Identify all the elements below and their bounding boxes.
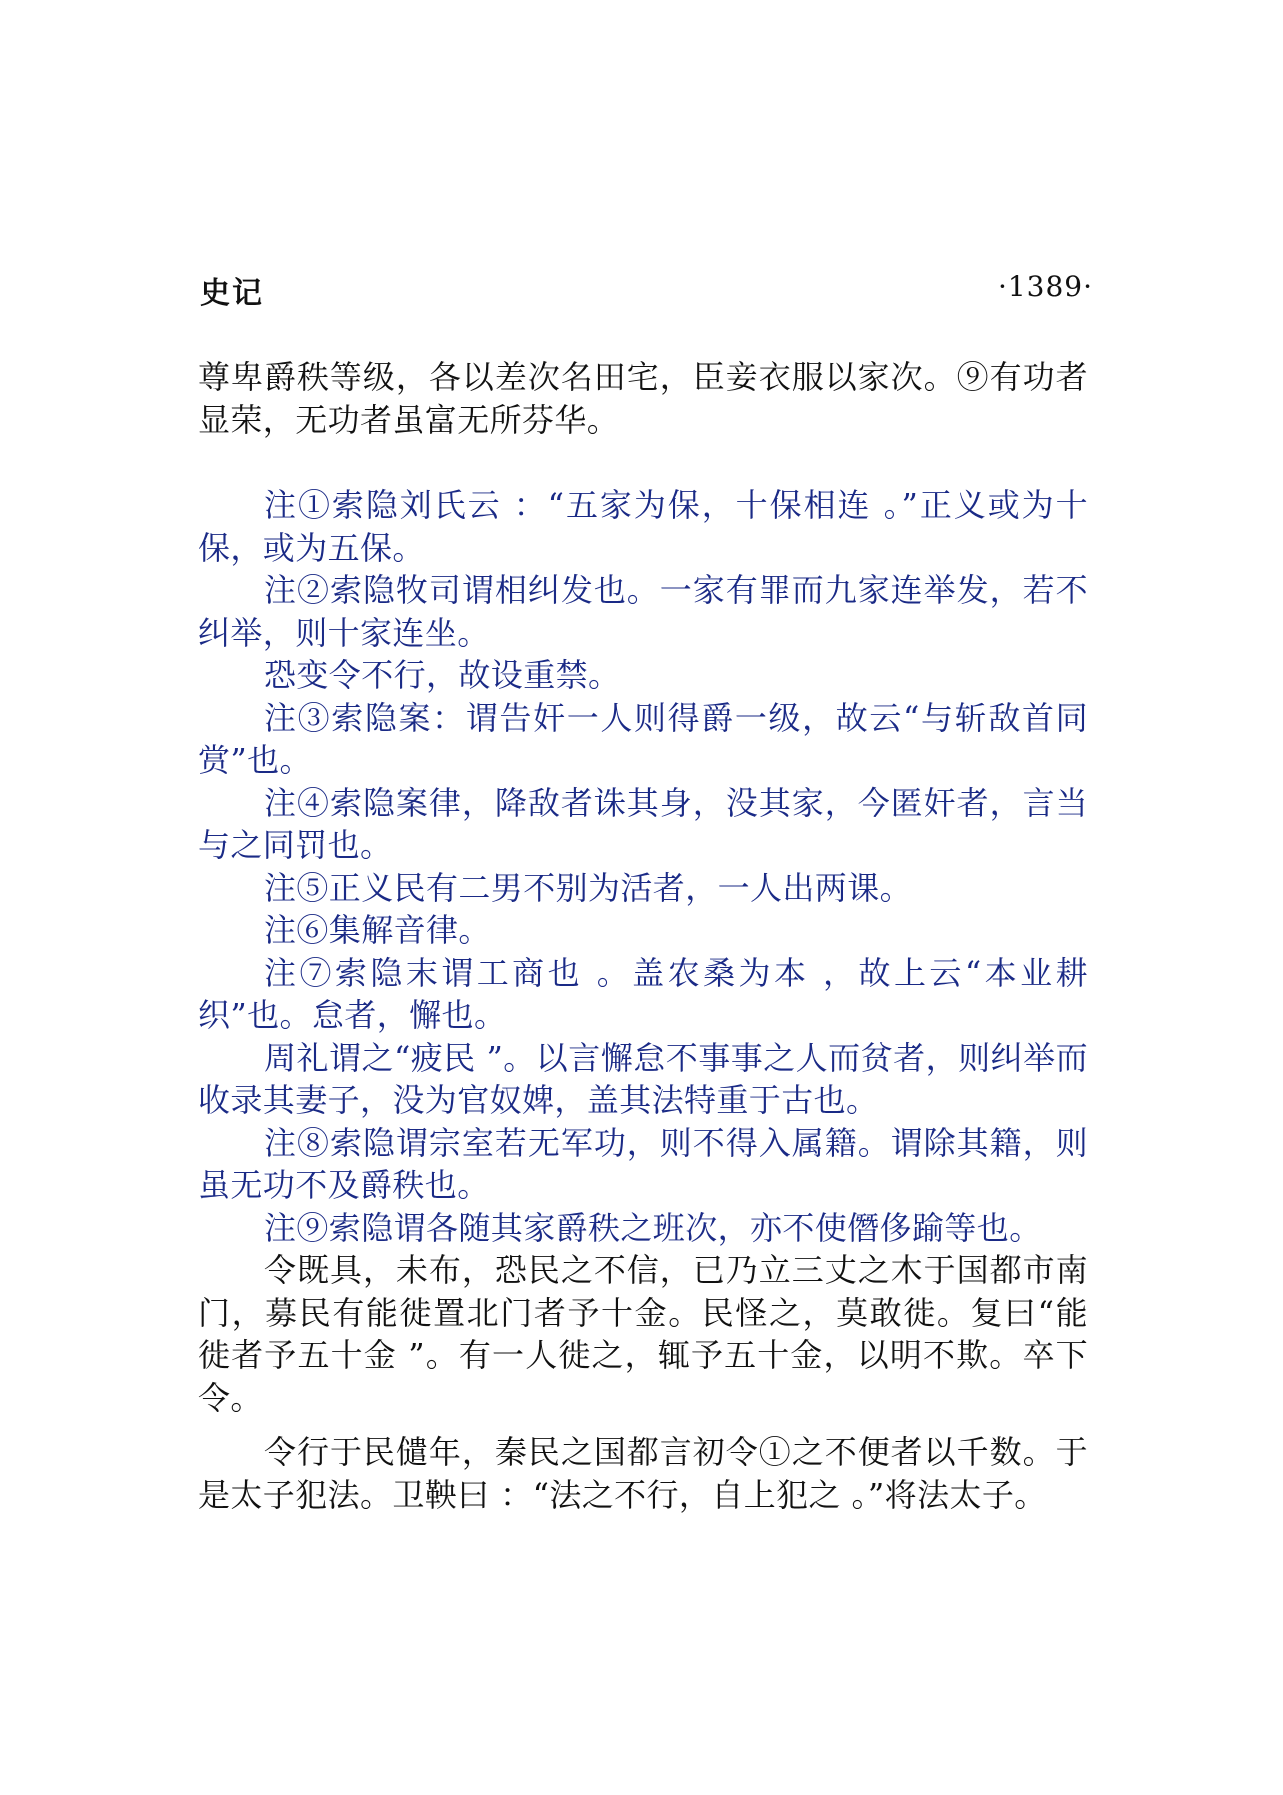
- annotation-note-8: 注⑧索隐谓宗室若无军功，则不得入属籍。谓除其籍，则虽无功不及爵秩也。: [198, 1123, 1088, 1204]
- annotation-note-9: 注⑨索隐谓各随其家爵秩之班次，亦不使僭侈踰等也。: [264, 1208, 1042, 1247]
- annotation-note-1: 注①索隐刘氏云 ：“五家为保，十保相连 。”正义或为十保，或为五保。: [198, 486, 1088, 567]
- running-head-title: 史记: [200, 276, 264, 311]
- annotation-note-7: 注⑦索隐末谓工商也 。盖农桑为本 ，故上云“本业耕织”也。怠者，懈也。: [198, 953, 1088, 1034]
- annotation-note-4: 注④索隐案律，降敌者诛其身，没其家，今匿奸者，言当与之同罚也。: [198, 783, 1088, 864]
- main-text-paragraph: 尊卑爵秩等级，各以差次名田宅，臣妾衣服以家次。⑨有功者显荣，无功者虽富无所芬华。: [198, 358, 1088, 439]
- annotation-note-7-continued: 周礼谓之“疲民 ”。以言懈怠不事事之人而贫者，则纠举而收录其妻子，没为官奴婢，盖其法特重于古也。: [198, 1038, 1088, 1119]
- annotation-note-3: 注③索隐案：谓告奸一人则得爵一级，故云“与斩敌首同赏”也。: [198, 698, 1088, 779]
- main-text-paragraph: 令行于民儙年，秦民之国都言初令①之不便者以千数。于是太子犯法。卫鞅曰 ：“法之不行，自上犯之 。”将法太子。: [198, 1433, 1088, 1514]
- annotation-note-2: 注②索隐牧司谓相纠发也。一家有罪而九家连举发，若不纠举，则十家连坐。: [198, 571, 1088, 652]
- page-number: ·1389·: [997, 270, 1093, 303]
- annotation-note-2-continued: 恐变令不行，故设重禁。: [264, 656, 621, 694]
- page-body: [198, 356, 1088, 1516]
- main-text-paragraph: 令既具，未布，恐民之不信，已乃立三丈之木于国都市南门，募民有能徙置北门者予十金。民怪之，莫敢徙。复曰“能徙者予五十金 ”。有一人徙之，辄予五十金，以明不欺。卒下令。: [198, 1251, 1088, 1417]
- annotation-note-6: 注⑥集解音律。: [264, 911, 491, 949]
- annotation-note-5: 注⑤正义民有二男不别为活者，一人出两课。: [264, 868, 913, 907]
